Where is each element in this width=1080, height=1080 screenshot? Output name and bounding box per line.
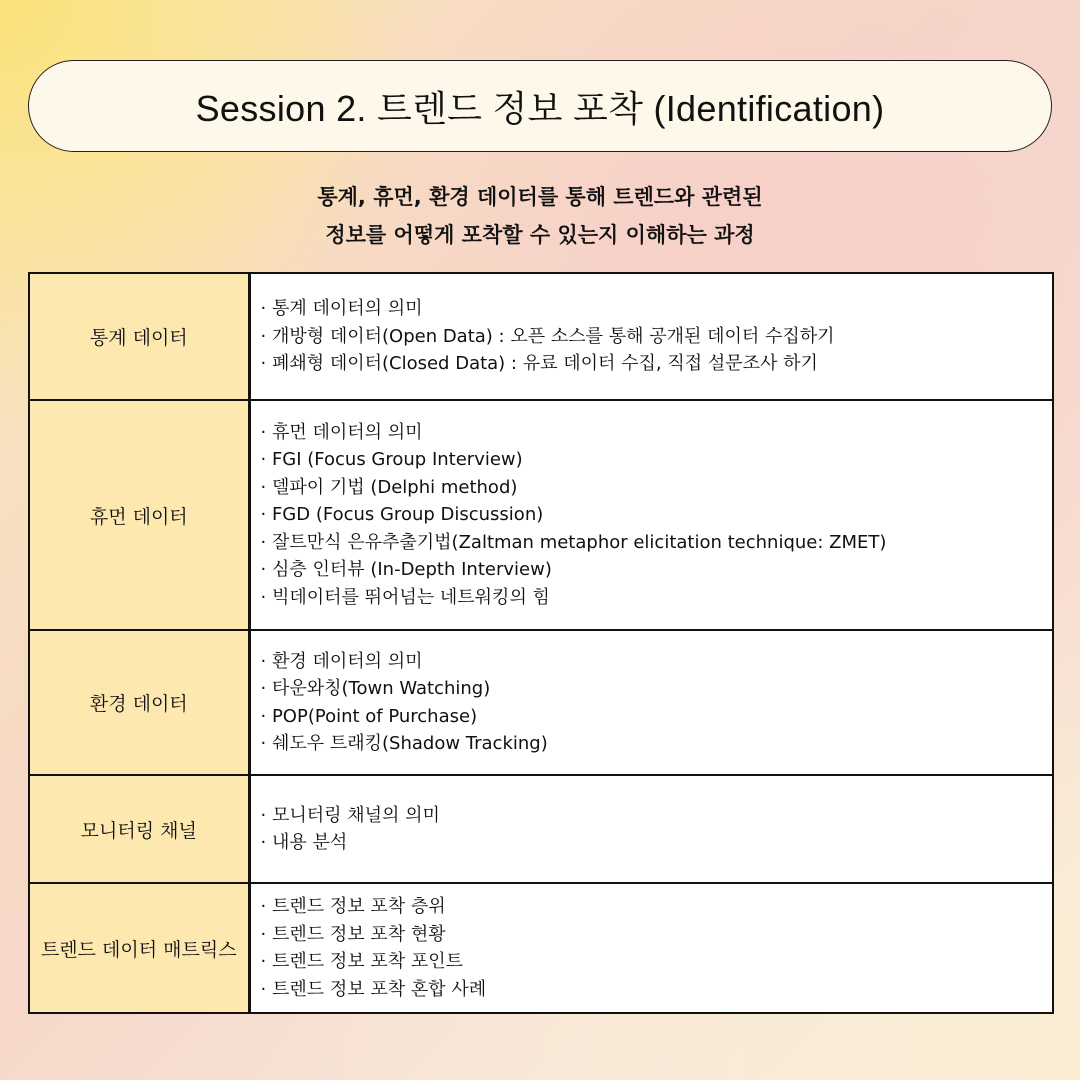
items-cell	[249, 775, 1053, 883]
list-item: · 환경 데이터의 의미	[261, 648, 1053, 676]
session-title: Session 2. 트렌드 정보 포착 (Identification)	[195, 87, 885, 129]
items-cell	[249, 883, 1053, 1013]
curriculum-table	[28, 272, 1054, 1014]
list-item: · 휴먼 데이터의 의미	[261, 419, 1053, 447]
category-cell: 통계 데이터	[29, 273, 249, 400]
category-cell: 휴먼 데이터	[29, 400, 249, 630]
list-item: · 트렌드 정보 포착 혼합 사례	[261, 976, 1053, 1004]
table-row	[29, 883, 1053, 1013]
category-cell: 모니터링 채널	[29, 775, 249, 883]
description-line-2: 정보를 어떻게 포착할 수 있는지 이해하는 과정	[325, 223, 755, 247]
table-row	[29, 400, 1053, 630]
list-item: · 심층 인터뷰 (In-Depth Interview)	[261, 556, 1053, 584]
list-item: · 트렌드 정보 포착 포인트	[261, 948, 1053, 976]
description-line-1: 통계, 휴먼, 환경 데이터를 통해 트렌드와 관련된	[317, 185, 763, 209]
list-item: · 잘트만식 은유추출기법(Zaltman metaphor elicitation technique: ZMET)	[261, 529, 1053, 557]
item-list	[261, 893, 1053, 1003]
category-cell: 환경 데이터	[29, 630, 249, 775]
list-item: · 개방형 데이터(Open Data) : 오픈 소스를 통해 공개된 데이터 수집하기	[261, 323, 1053, 351]
list-item: · POP(Point of Purchase)	[261, 703, 1053, 731]
session-title-box	[28, 60, 1052, 152]
list-item: · 모니터링 채널의 의미	[261, 802, 1053, 830]
list-item: · FGI (Focus Group Interview)	[261, 446, 1053, 474]
table-row	[29, 775, 1053, 883]
list-item: · 트렌드 정보 포착 현황	[261, 921, 1053, 949]
session-description	[0, 178, 1080, 254]
list-item: · 통계 데이터의 의미	[261, 295, 1053, 323]
items-cell	[249, 630, 1053, 775]
item-list	[261, 419, 1053, 612]
items-cell	[249, 273, 1053, 400]
items-cell	[249, 400, 1053, 630]
list-item: · 트렌드 정보 포착 층위	[261, 893, 1053, 921]
list-item: · 쉐도우 트래킹(Shadow Tracking)	[261, 730, 1053, 758]
table-row	[29, 273, 1053, 400]
item-list	[261, 648, 1053, 758]
list-item: · 빅데이터를 뛰어넘는 네트워킹의 힘	[261, 584, 1053, 612]
list-item: · 타운와칭(Town Watching)	[261, 675, 1053, 703]
list-item: · FGD (Focus Group Discussion)	[261, 501, 1053, 529]
list-item: · 폐쇄형 데이터(Closed Data) : 유료 데이터 수집, 직접 설문조사 하기	[261, 350, 1053, 378]
item-list	[261, 295, 1053, 378]
item-list	[261, 802, 1053, 857]
category-cell: 트렌드 데이터 매트릭스	[29, 883, 249, 1013]
table-row	[29, 630, 1053, 775]
list-item: · 델파이 기법 (Delphi method)	[261, 474, 1053, 502]
list-item: · 내용 분석	[261, 829, 1053, 857]
